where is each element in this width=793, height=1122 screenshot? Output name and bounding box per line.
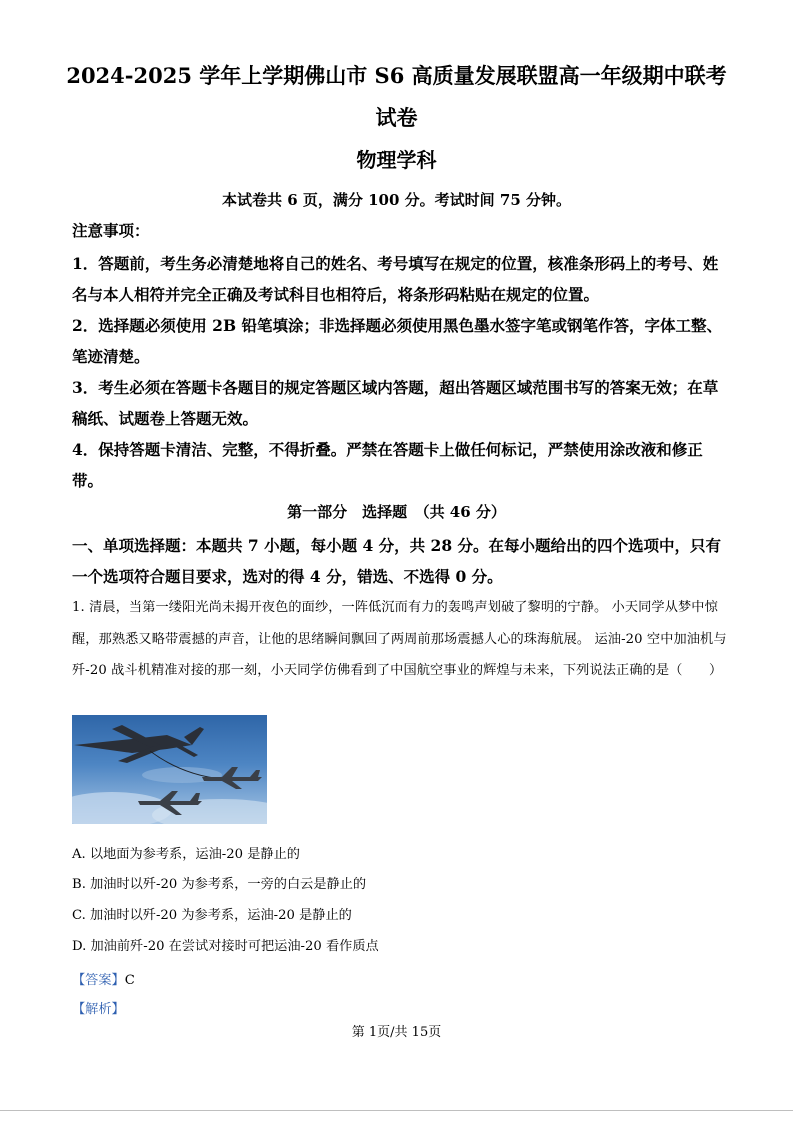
question-1-option-d: D. 加油前歼-20 在尝试对接时可把运油-20 看作质点 [72,939,379,954]
question-1-option-a: A. 以地面为参考系，运油-20 是静止的 [72,847,300,862]
notice-item-3: 3．考生必须在答题卡各题目的规定答题区域内答题，超出答题区域范围书写的答案无效；在草稿纸、试题卷上答题无效。 [72,378,719,428]
answer-line [72,970,135,992]
notice-item-2: 2．选择题必须使用 2B 铅笔填涂；非选择题必须使用黑色墨水签字笔或钢笔作答，字体工整、笔迹清楚。 [72,316,722,366]
exam-title-line2: 试卷 [375,105,418,130]
question-1-option-c: C. 加油时以歼-20 为参考系，运油-20 是静止的 [72,908,352,923]
notice-heading: 注意事项： [72,221,150,240]
exam-info: 本试卷共 6 页，满分 100 分。考试时间 75 分钟。 [222,191,571,209]
tanker-aircraft-icon [74,725,204,763]
question-1-stem: 1. 清晨，当第一缕阳光尚未揭开夜色的面纱，一阵低沉而有力的轰鸣声划破了黎明的宁静。 小天同学从梦中惊醒，那熟悉又略带震撼的声音，让他的思绪瞬间飘回了两周前那场震撼人心的珠海航展。 运油-20 空中加油机与歼-20 战斗机精准对接的那一刻，小天同学仿佛看到了中国航空事业的辉煌与未来，下列说法正确的是（ ） [72,600,727,678]
answer-value: C [124,973,135,988]
analysis-tag: 【解析】 [72,1002,125,1017]
subject-title: 物理学科 [356,148,437,172]
notice-item-4: 4．保持答题卡清洁、完整，不得折叠。严禁在答题卡上做任何标记，严禁使用涂改液和修正带。 [72,440,703,490]
question-1-option-b: B. 加油时以歼-20 为参考系，一旁的白云是静止的 [72,877,367,892]
exam-title-line1: 2024-2025 学年上学期佛山市 S6 高质量发展联盟高一年级期中联考 [66,63,727,88]
section-instruction: 一、单项选择题：本题共 7 小题，每小题 4 分，共 28 分。在每小题给出的四个选项中，只有一个选项符合题目要求，选对的得 4 分，错选、不选得 0 分。 [72,536,722,586]
notice-item-1: 1．答题前，考生务必清楚地将自己的姓名、考号填写在规定的位置，核准条形码上的考号、姓名与本人相符并完全正确及考试科目也相符后，将条形码粘贴在规定的位置。 [72,254,719,304]
page-footer: 第 1页/共 15页 [351,1025,442,1040]
answer-tag: 【答案】 [72,973,125,988]
aerial-refueling-photo [72,715,267,824]
section-heading: 第一部分 选择题 （共 46 分） [287,503,506,521]
bottom-divider [0,1110,793,1111]
